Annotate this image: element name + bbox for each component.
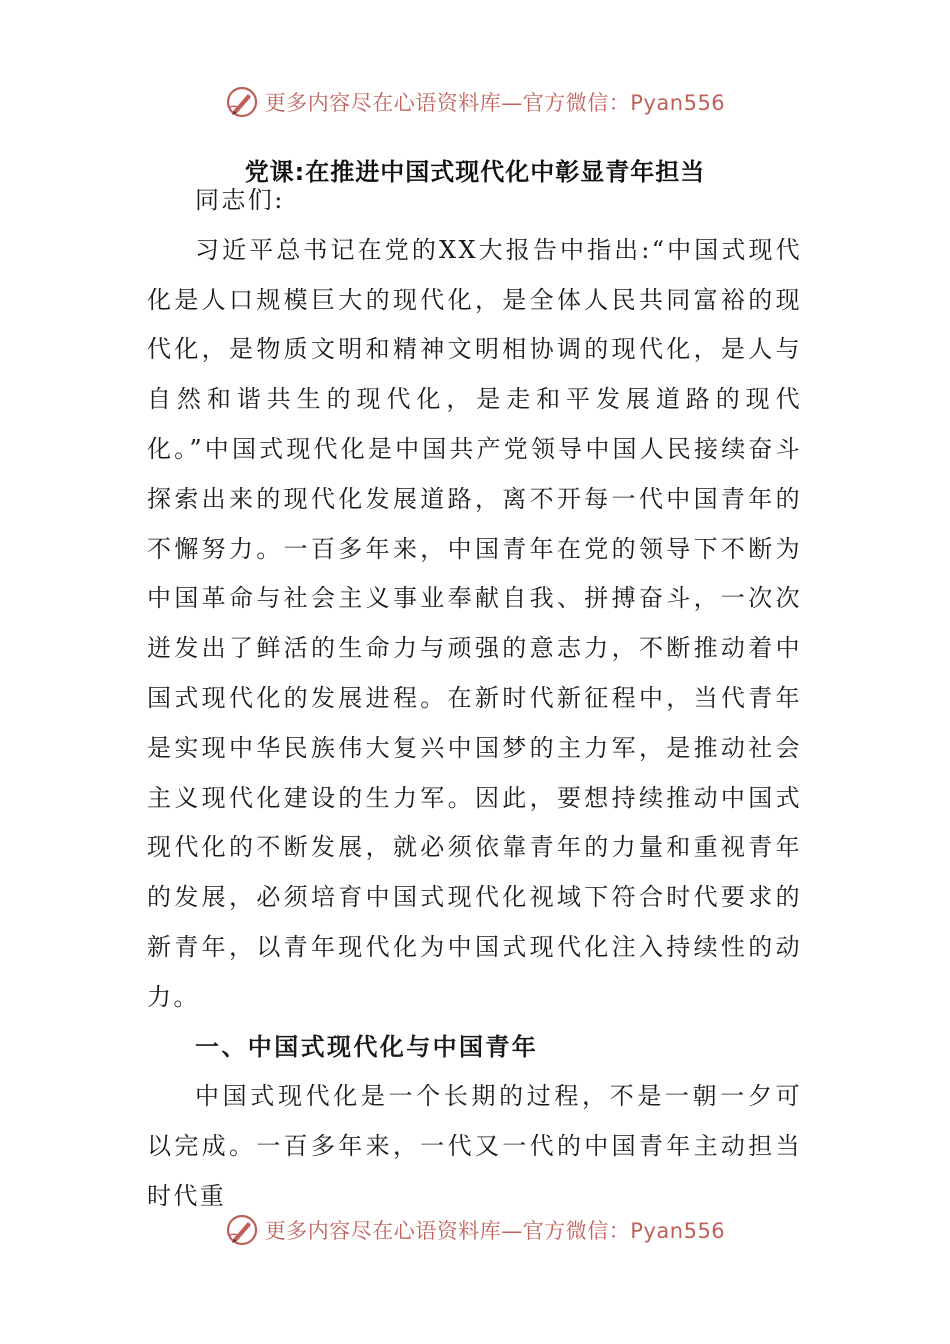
footer-watermark xyxy=(0,1210,950,1250)
pen-logo-icon xyxy=(225,85,259,119)
body-paragraph: 习近平总书记在党的XX大报告中指出:“中国式现代化是人口规模巨大的现代化，是全体人民共同富裕的现代化，是物质文明和精神文明相协调的现代化，是人与自然和谐共生的现代化，是走和平发展道路的现代化。”中国式现代化是中国共产党领导中国人民接续奋斗探索出来的现代化发展道路，离不开每一代中国青年的不懈努力。一百多年来，中国青年在党的领导下不断为中国革命与社会主义事业奉献自我、拼搏奋斗，一次次迸发出了鲜活的生命力与顽强的意志力，不断推动着中国式现代化的发展进程。在新时代新征程中，当代青年是实现中华民族伟大复兴中国梦的主力军，是推动社会主义现代化建设的生力军。因此，要想持续推动中国式现代化的不断发展，就必须依靠青年的力量和重视青年的发展，必须培育中国式现代化视域下符合时代要求的新青年，以青年现代化为中国式现代化注入持续性的动力。 xyxy=(147,235,802,1011)
section-heading: 一、中国式现代化与中国青年 xyxy=(195,1032,539,1061)
document-title: 党课:在推进中国式现代化中彰显青年担当 xyxy=(244,158,706,186)
header-watermark xyxy=(0,82,950,122)
watermark-text: 更多内容尽在心语资料库—官方微信：Pyan556 xyxy=(264,1219,726,1243)
pen-logo-icon xyxy=(225,1213,259,1247)
document-body xyxy=(147,176,802,1222)
watermark-text: 更多内容尽在心语资料库—官方微信：Pyan556 xyxy=(264,91,726,115)
salutation: 同志们: xyxy=(195,186,285,214)
section-paragraph: 中国式现代化是一个长期的过程，不是一朝一夕可以完成。一百多年来，一代又一代的中国青年主动担当时代重 xyxy=(147,1082,802,1210)
